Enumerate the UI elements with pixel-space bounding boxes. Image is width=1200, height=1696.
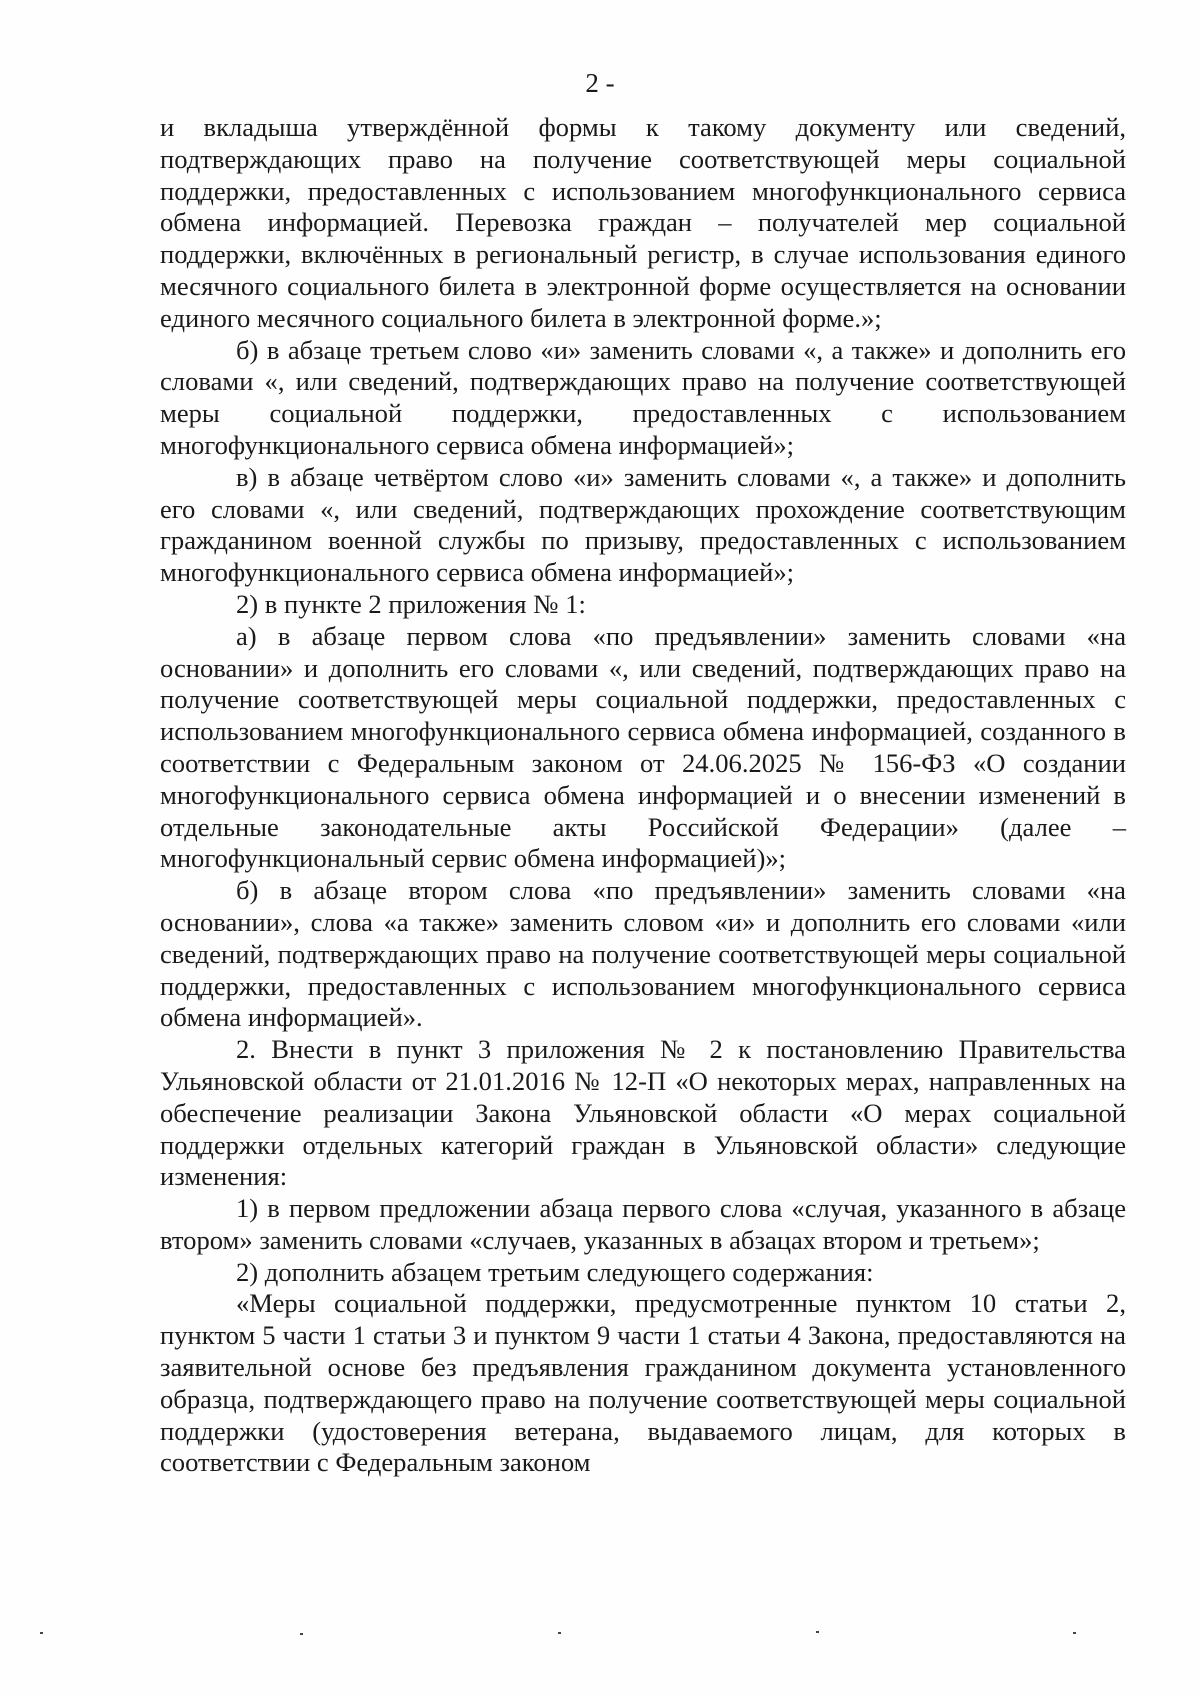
paragraph-subitem-b-third: б) в абзаце третьем слово «и» заменить словами «, а также» и дополнить его словами «, или сведений, подтверждающих право на получение соответствующей меры социальной поддержки, предоставленных с использованием многофункционального сервиса обмена информацией»;: [160, 334, 1126, 460]
paragraph-section-2: 2. Внести в пункт 3 приложения № 2 к постановлению Правительства Ульяновской области от 21.01.2016 № 12-П «О некоторых мерах, направленных на обеспечение реализации Закона Ульяновской области «О мерах социальной поддержки отдельных категорий граждан в Ульяновской области» следующие изменения:: [160, 1034, 1126, 1192]
paragraph-subitem-b-second: б) в абзаце втором слова «по предъявлении» заменить словами «на основании», слова «а также» заменить словом «и» и дополнить его словами «или сведений, подтверждающих право на получение соответствующей меры социальной поддержки, предоставленных с использованием многофункционального сервиса обмена информацией».: [160, 875, 1126, 1033]
scan-artifact: [558, 1632, 561, 1634]
page-number: 2 -: [585, 68, 615, 98]
scan-artifact: [40, 1632, 43, 1634]
scan-artifact: [300, 1633, 303, 1635]
paragraph-change-2: 2) дополнить абзацем третьим следующего содержания:: [236, 1256, 874, 1287]
paragraph-quoted-text: «Меры социальной поддержки, предусмотренные пунктом 10 статьи 2, пунктом 5 части 1 статьи 3 и пунктом 9 части 1 статьи 4 Закона, предоставляются на заявительной основе без предъявления гражданином документа установленного образца, подтверждающего право на получение соответствующей меры социальной поддержки (удостоверения ветерана, выдаваемого лицам, для которых в соответствии с Федеральным законом: [160, 1288, 1126, 1478]
paragraph-change-1: 1) в первом предложении абзаца первого слова «случая, указанного в абзаце втором» заменить словами «случаев, указанных в абзацах втором и третьем»;: [160, 1193, 1126, 1255]
paragraph-item-2: 2) в пункте 2 приложения № 1:: [236, 588, 586, 619]
scan-artifact: [1073, 1632, 1076, 1634]
paragraph-subitem-v-fourth: в) в абзаце четвёртом слово «и» заменить словами «, а также» и дополнить его словами «, или сведений, подтверждающих прохождение соответствующим гражданином военной службы по призыву, предоставленных с использованием многофункционального сервиса обмена информацией»;: [160, 461, 1126, 588]
paragraph-continuation: и вкладыша утверждённой формы к такому документу или сведений, подтверждающих право на получение соответствующей меры социальной поддержки, предоставленных с использованием многофункционального сервиса обмена информацией. Перевозка граждан – получателей мер социальной поддержки, включённых в региональный регистр, в случае использования единого месячного социального билета в электронной форме осуществляется на основании единого месячного социального билета в электронной форме.»;: [160, 112, 1126, 333]
document-body: [160, 112, 1126, 1479]
paragraph-subitem-a-first: а) в абзаце первом слова «по предъявлении» заменить словами «на основании» и дополнить его словами «, или сведений, подтверждающих право на получение соответствующей меры социальной поддержки, предоставленных с использованием многофункционального сервиса обмена информацией, созданного в соответствии с Федеральным законом от 24.06.2025 № 156-ФЗ «О создании многофункционального сервиса обмена информацией и о внесении изменений в отдельные законодательные акты Российской Федерации» (далее – многофункциональный сервис обмена информацией)»;: [160, 620, 1126, 874]
scan-artifact: [816, 1631, 819, 1633]
